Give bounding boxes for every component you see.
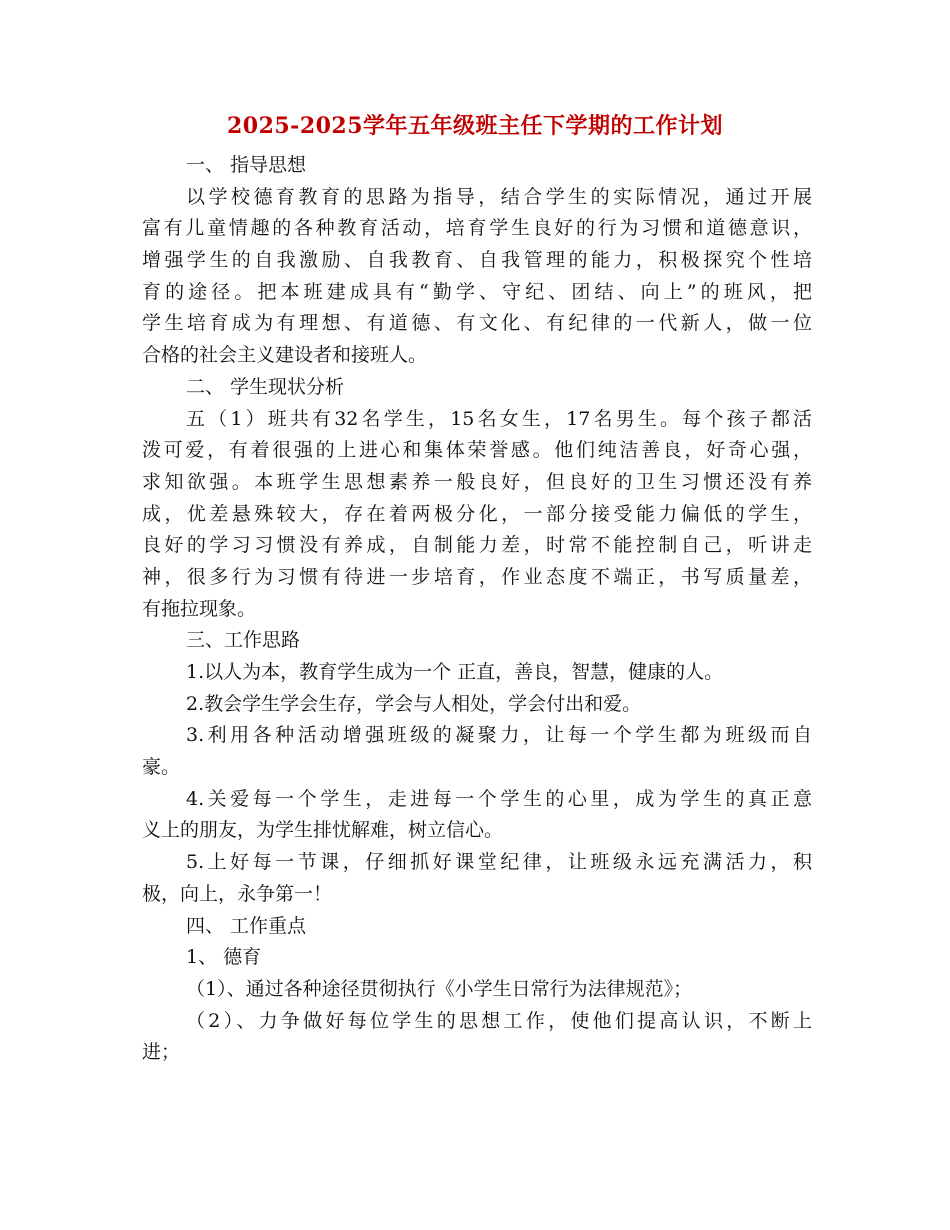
paragraph-line: 求知欲强。本班学生思想素养一般良好，但良好的卫生习惯还没有养 <box>142 470 812 493</box>
list-item: 4.关爱每一个学生，走进每一个学生的心里，成为学生的真正意 <box>186 787 812 810</box>
paragraph-line: 有拖拉现象。 <box>142 597 257 620</box>
list-item-continuation: 豪。 <box>142 756 181 779</box>
document-title: 2025-2025学年五年级班主任下学期的工作计划 <box>226 113 724 139</box>
paragraph-line: 学生培育成为有理想、有道德、有文化、有纪律的一代新人，做一位 <box>142 312 812 335</box>
subsection-heading-moral-education: 1、 德育 <box>186 946 262 969</box>
list-item-continuation: 进； <box>142 1041 181 1064</box>
list-item: 1.以人为本，教育学生成为一个 正直，善良，智慧，健康的人。 <box>186 661 724 683</box>
list-item-continuation: 义上的朋友，为学生排忧解难，树立信心。 <box>142 819 504 842</box>
list-item-continuation: 极，向上，永争第一！ <box>142 882 333 905</box>
list-item: 3.利用各种活动增强班级的凝聚力，让每一个学生都为班级而自 <box>186 724 812 747</box>
paragraph-line: 富有儿童情趣的各种教育活动，培育学生良好的行为习惯和道德意识， <box>142 217 812 240</box>
document-body <box>142 150 812 1069</box>
list-item: （1）、通过各种途径贯彻执行《小学生日常行为法律规范》； <box>186 977 693 1000</box>
section-heading-student-analysis: 二、 学生现状分析 <box>186 375 345 398</box>
paragraph-line: 泼可爱，有着很强的上进心和集体荣誉感。他们纯洁善良，好奇心强， <box>142 439 812 462</box>
section-heading-work-focus: 四、 工作重点 <box>186 914 307 937</box>
paragraph-line: 以学校德育教育的思路为指导，结合学生的实际情况，通过开展 <box>186 185 812 208</box>
list-item: 2.教会学生学会生存，学会与人相处，学会付出和爱。 <box>186 692 642 715</box>
paragraph-line: 神，很多行为习惯有待进一步培育，作业态度不端正，书写质量差， <box>142 565 812 588</box>
section-heading-work-approach: 三、工作思路 <box>186 629 301 652</box>
paragraph-line: 成，优差悬殊较大，存在着两极分化，一部分接受能力偏低的学生， <box>142 502 812 525</box>
paragraph-line: 五（1）班共有32名学生，15名女生，17名男生。每个孩子都活 <box>186 407 812 430</box>
paragraph-line: 良好的学习习惯没有养成，自制能力差，时常不能控制自己，听讲走 <box>142 534 812 557</box>
list-item: 5.上好每一节课，仔细抓好课堂纪律，让班级永远充满活力，积 <box>186 851 812 874</box>
list-item: （2）、力争做好每位学生的思想工作，使他们提高认识，不断上 <box>186 1009 812 1032</box>
paragraph-line: 增强学生的自我激励、自我教育、自我管理的能力，积极探究个性培 <box>142 249 812 272</box>
paragraph-line: 合格的社会主义建设者和接班人。 <box>142 344 428 367</box>
paragraph-line: 育的途径。把本班建成具有“勤学、守纪、团结、向上”的班风，把 <box>142 280 812 303</box>
section-heading-guiding-ideology: 一、 指导思想 <box>186 154 307 176</box>
